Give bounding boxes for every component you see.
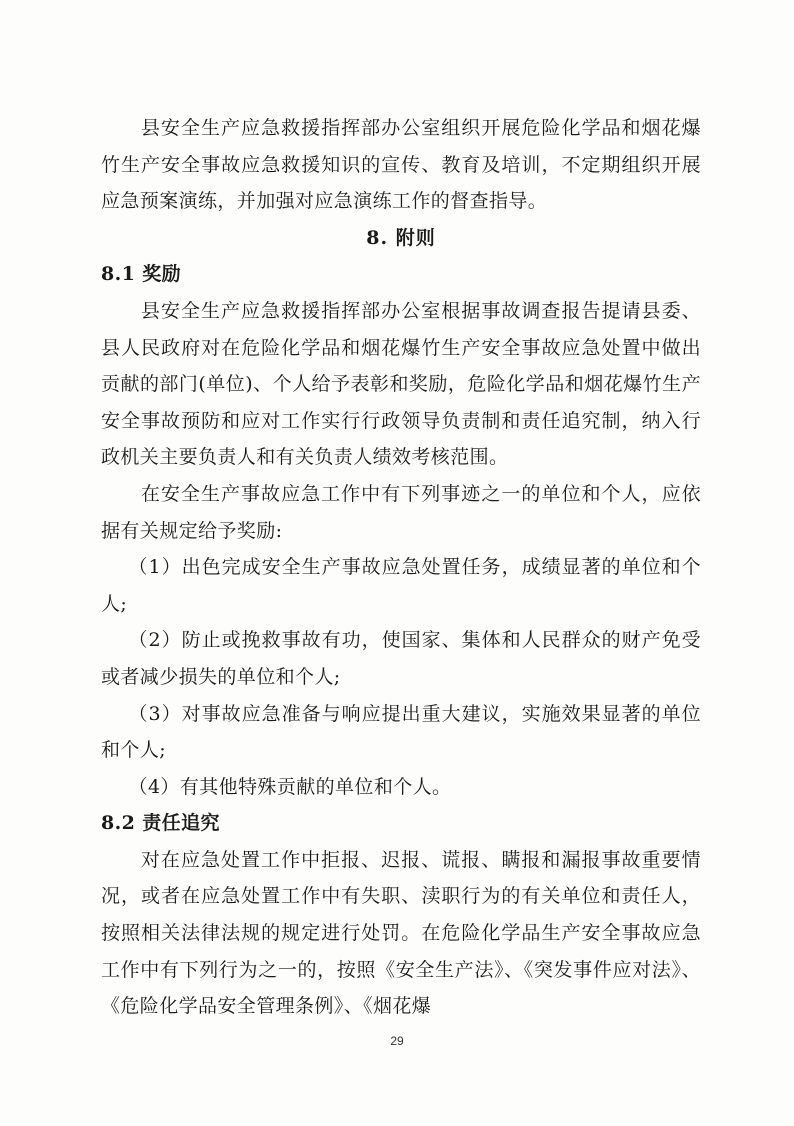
page-body (101, 110, 701, 1025)
rewards-criteria-paragraph: 在安全生产事故应急工作中有下列事迹之一的单位和个人，应依据有关规定给予奖励: (101, 482, 701, 542)
section-heading: 8. 附则 (366, 226, 436, 249)
page-number: 29 (390, 1034, 404, 1048)
subsection-heading-accountability: 8.2 责任追究 (101, 812, 220, 835)
list-item: （1）出色完成安全生产事故应急处置任务，成绩显著的单位和个人; (101, 556, 701, 615)
accountability-paragraph: 对在应急处置工作中拒报、迟报、谎报、瞒报和漏报事故重要情况，或者在应急处置工作中有失职、渎职行为的有关单位和责任人，按照相关法律法规的规定进行处罚。在危险化学品生产安全事故应急工作中有下列行为之一的，按照《安全生产法》、《突发事件应对法》、《危险化学品安全管理条例》、《烟花爆 (101, 848, 701, 1018)
rewards-paragraph: 县安全生产应急救援指挥部办公室根据事故调查报告提请县委、县人民政府对在危险化学品和烟花爆竹生产安全事故应急处置中做出贡献的部门(单位)、个人给予表彰和奖励，危险化学品和烟花爆竹生产安全事故预防和应对工作实行行政领导负责制和责任追究制，纳入行政机关主要负责人和有关负责人绩效考核范围。 (101, 299, 701, 469)
list-item: （2）防止或挽救事故有功，使国家、集体和人民群众的财产免受或者减少损失的单位和个人; (101, 629, 701, 688)
list-item: （4）有其他特殊贡献的单位和个人。 (128, 775, 452, 798)
subsection-heading-rewards: 8.1 奖励 (101, 263, 182, 286)
list-item: （3）对事故应急准备与响应提出重大建议，实施效果显著的单位和个人; (101, 702, 701, 762)
intro-paragraph: 县安全生产应急救援指挥部办公室组织开展危险化学品和烟花爆竹生产安全事故应急救援知识的宣传、教育及培训，不定期组织开展应急预案演练，并加强对应急演练工作的督查指导。 (101, 117, 701, 213)
